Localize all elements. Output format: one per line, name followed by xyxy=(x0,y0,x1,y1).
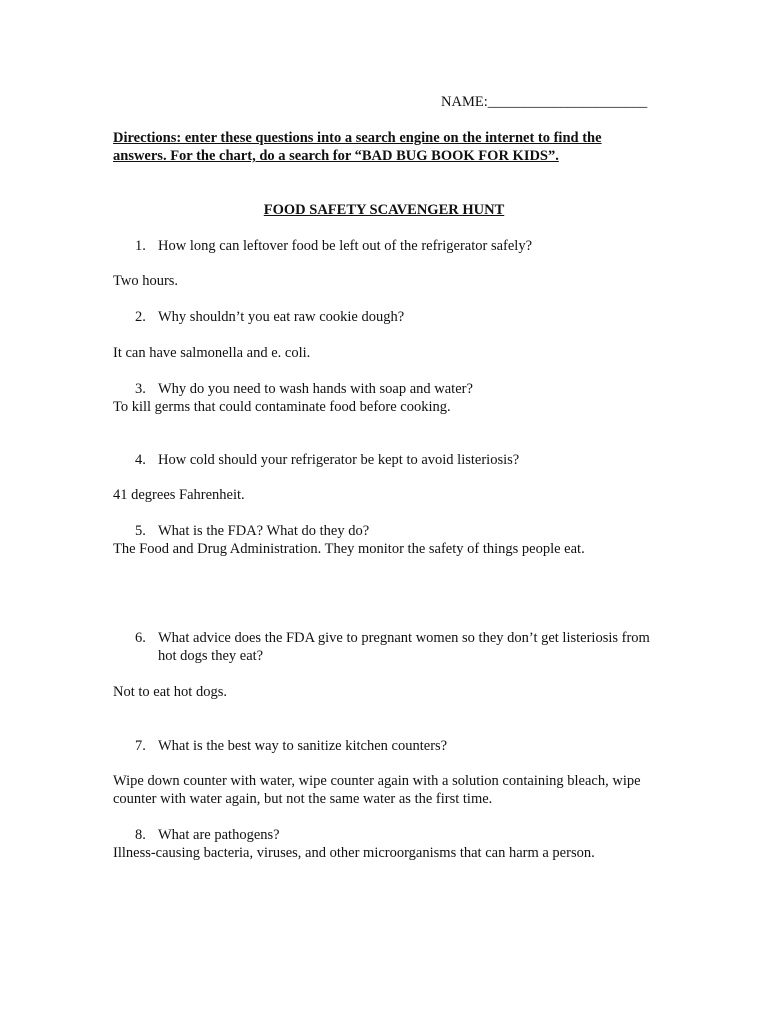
question-text: Why do you need to wash hands with soap and water? xyxy=(158,381,473,397)
question-7 xyxy=(135,737,447,755)
answer-2: It can have salmonella and e. coli. xyxy=(113,345,311,361)
question-2 xyxy=(135,308,404,326)
directions-text: Directions: enter these questions into a search engine on the internet to find the answers. For the chart, do a search for “BAD BUG BOOK FOR KIDS”. xyxy=(113,130,602,164)
question-4 xyxy=(135,451,519,469)
answer-5: The Food and Drug Administration. They monitor the safety of things people eat. xyxy=(113,541,585,557)
answer-8: Illness-causing bacteria, viruses, and other microorganisms that can harm a person. xyxy=(113,845,595,861)
question-5 xyxy=(135,522,369,540)
question-3 xyxy=(135,380,473,398)
question-text: Why shouldn’t you eat raw cookie dough? xyxy=(158,309,405,325)
question-text: What is the best way to sanitize kitchen counters? xyxy=(158,738,448,754)
question-text: How long can leftover food be left out of the refrigerator safely? xyxy=(158,238,533,254)
page-title: FOOD SAFETY SCAVENGER HUNT xyxy=(263,202,505,218)
answer-1: Two hours. xyxy=(113,273,179,289)
name-field-line: NAME:______________________ xyxy=(441,94,648,110)
question-text: What advice does the FDA give to pregnant women so they don’t get listeriosis from hot dogs they eat? xyxy=(158,630,650,664)
question-number: 8. xyxy=(135,827,146,843)
question-number: 3. xyxy=(135,381,146,397)
question-number: 7. xyxy=(135,738,146,754)
answer-7: Wipe down counter with water, wipe counter again with a solution containing bleach, wipe counter with water again, but not the same water as the first time. xyxy=(113,773,641,807)
answer-4: 41 degrees Fahrenheit. xyxy=(113,487,245,503)
question-6 xyxy=(135,629,655,665)
question-text: What are pathogens? xyxy=(158,827,280,843)
question-number: 5. xyxy=(135,523,146,539)
question-text: How cold should your refrigerator be kept to avoid listeriosis? xyxy=(158,452,520,468)
question-number: 4. xyxy=(135,452,146,468)
question-number: 2. xyxy=(135,309,146,325)
question-text: What is the FDA? What do they do? xyxy=(158,523,370,539)
question-number: 6. xyxy=(135,630,146,646)
question-8 xyxy=(135,826,280,844)
question-number: 1. xyxy=(135,238,146,254)
question-1 xyxy=(135,237,532,255)
answer-6: Not to eat hot dogs. xyxy=(113,684,227,700)
answer-3: To kill germs that could contaminate food before cooking. xyxy=(113,399,451,415)
